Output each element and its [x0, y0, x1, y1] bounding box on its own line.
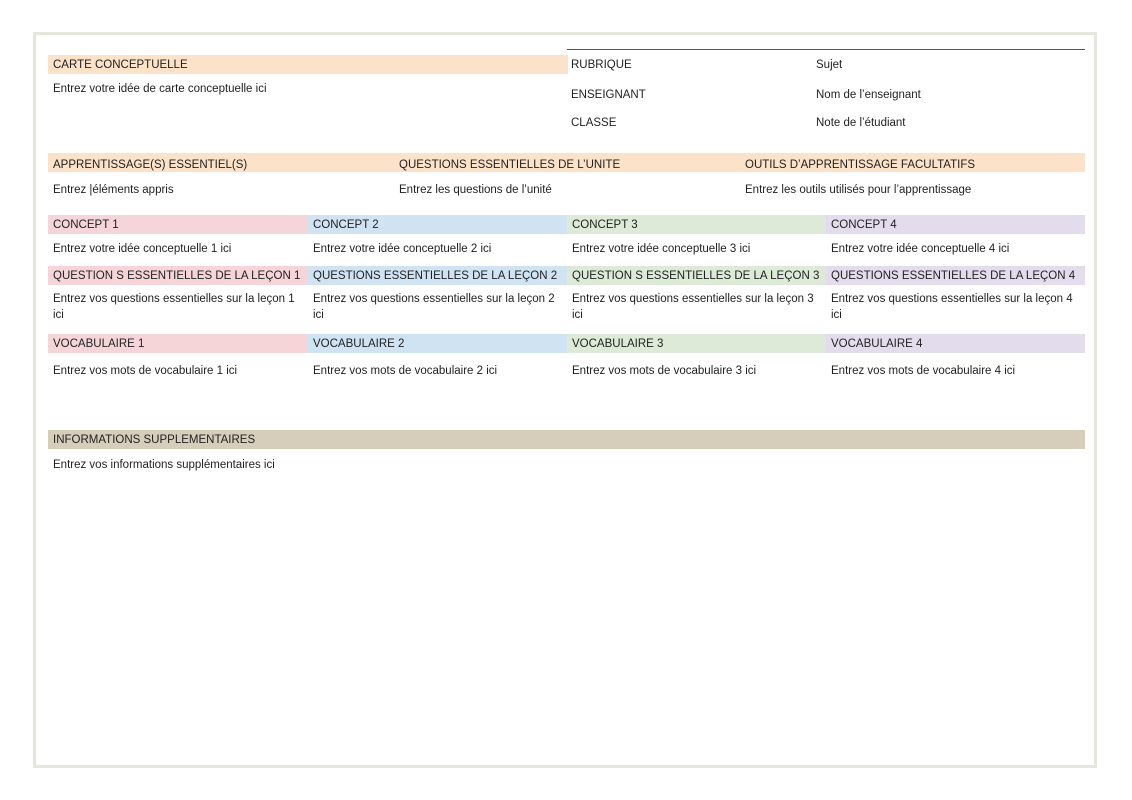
lesson-questions-2-label: QUESTIONS ESSENTIELLES DE LA LEÇON 2 — [313, 269, 558, 282]
concept-2-header — [308, 215, 567, 234]
concept-3-label: CONCEPT 3 — [572, 218, 638, 231]
concept-1-header — [48, 215, 308, 234]
additional-info-label: INFORMATIONS SUPPLEMENTAIRES — [53, 433, 256, 446]
vocabulary-4-value[interactable]: Entrez vos mots de vocabulaire 4 ici — [831, 365, 1016, 377]
class-value[interactable]: Note de l’étudiant — [816, 117, 906, 129]
concept-map-header — [48, 55, 568, 74]
concept-4-header — [826, 215, 1085, 234]
lesson-questions-1-value[interactable]: Entrez vos questions essentielles sur la leçon 1 ici — [53, 293, 295, 321]
vocabulary-4-label: VOCABULAIRE 4 — [831, 337, 923, 350]
vocabulary-1-label: VOCABULAIRE 1 — [53, 337, 145, 350]
lesson-questions-1-header — [48, 266, 308, 285]
tools-label: OUTILS D’APPRENTISSAGE FACULTATIFS — [745, 159, 976, 171]
unit-questions-label: QUESTIONS ESSENTIELLES DE L’UNITE — [399, 159, 621, 171]
unit-questions-value[interactable]: Entrez les questions de l’unité — [399, 184, 552, 196]
vocabulary-4-header — [826, 334, 1085, 353]
additional-info-value[interactable]: Entrez vos informations supplémentaires ici — [53, 459, 275, 471]
rubric-label: RUBRIQUE — [571, 59, 632, 71]
concept-4-label: CONCEPT 4 — [831, 218, 897, 231]
concept-1-label: CONCEPT 1 — [53, 218, 119, 231]
learning-label: APPRENTISSAGE(S) ESSENTIEL(S) — [53, 159, 248, 171]
concept-map-value[interactable]: Entrez votre idée de carte conceptuelle ici — [53, 83, 267, 95]
lesson-questions-3-value[interactable]: Entrez vos questions essentielles sur la leçon 3 ici — [572, 293, 814, 321]
concept-map-label: CARTE CONCEPTUELLE — [53, 58, 188, 71]
additional-info-header — [48, 430, 1085, 449]
lesson-questions-3-header — [567, 266, 826, 285]
lesson-questions-2-header — [308, 266, 567, 285]
vocabulary-2-header — [308, 334, 567, 353]
learning-value[interactable]: Entrez |éléments appris — [53, 184, 174, 196]
concept-3-header — [567, 215, 826, 234]
concept-2-label: CONCEPT 2 — [313, 218, 379, 231]
vocabulary-2-value[interactable]: Entrez vos mots de vocabulaire 2 ici — [313, 365, 498, 377]
lesson-questions-2-value[interactable]: Entrez vos questions essentielles sur la leçon 2 ici — [313, 293, 555, 321]
vocabulary-1-value[interactable]: Entrez vos mots de vocabulaire 1 ici — [53, 365, 238, 377]
teacher-label: ENSEIGNANT — [571, 89, 646, 101]
vocabulary-3-label: VOCABULAIRE 3 — [572, 337, 664, 350]
rubric-value[interactable]: Sujet — [816, 59, 843, 71]
lesson-questions-4-value[interactable]: Entrez vos questions essentielles sur la leçon 4 ici — [831, 293, 1073, 321]
concept-3-value[interactable]: Entrez votre idée conceptuelle 3 ici — [572, 243, 751, 255]
vocabulary-3-header — [567, 334, 826, 353]
lesson-questions-4-header — [826, 266, 1085, 285]
vocabulary-3-value[interactable]: Entrez vos mots de vocabulaire 3 ici — [572, 365, 757, 377]
teacher-value[interactable]: Nom de l’enseignant — [816, 89, 921, 101]
info-top-rule — [567, 49, 1085, 50]
worksheet-page — [33, 32, 1097, 768]
tools-value[interactable]: Entrez les outils utilisés pour l’apprentissage — [745, 184, 972, 196]
lesson-questions-1-label: QUESTION S ESSENTIELLES DE LA LEÇON 1 — [53, 269, 301, 282]
concept-1-value[interactable]: Entrez votre idée conceptuelle 1 ici — [53, 243, 232, 255]
concept-2-value[interactable]: Entrez votre idée conceptuelle 2 ici — [313, 243, 492, 255]
vocabulary-1-header — [48, 334, 308, 353]
concept-4-value[interactable]: Entrez votre idée conceptuelle 4 ici — [831, 243, 1010, 255]
lesson-questions-4-label: QUESTIONS ESSENTIELLES DE LA LEÇON 4 — [831, 269, 1076, 282]
vocabulary-2-label: VOCABULAIRE 2 — [313, 337, 405, 350]
class-label: CLASSE — [571, 117, 617, 129]
lesson-questions-3-label: QUESTION S ESSENTIELLES DE LA LEÇON 3 — [572, 269, 820, 282]
